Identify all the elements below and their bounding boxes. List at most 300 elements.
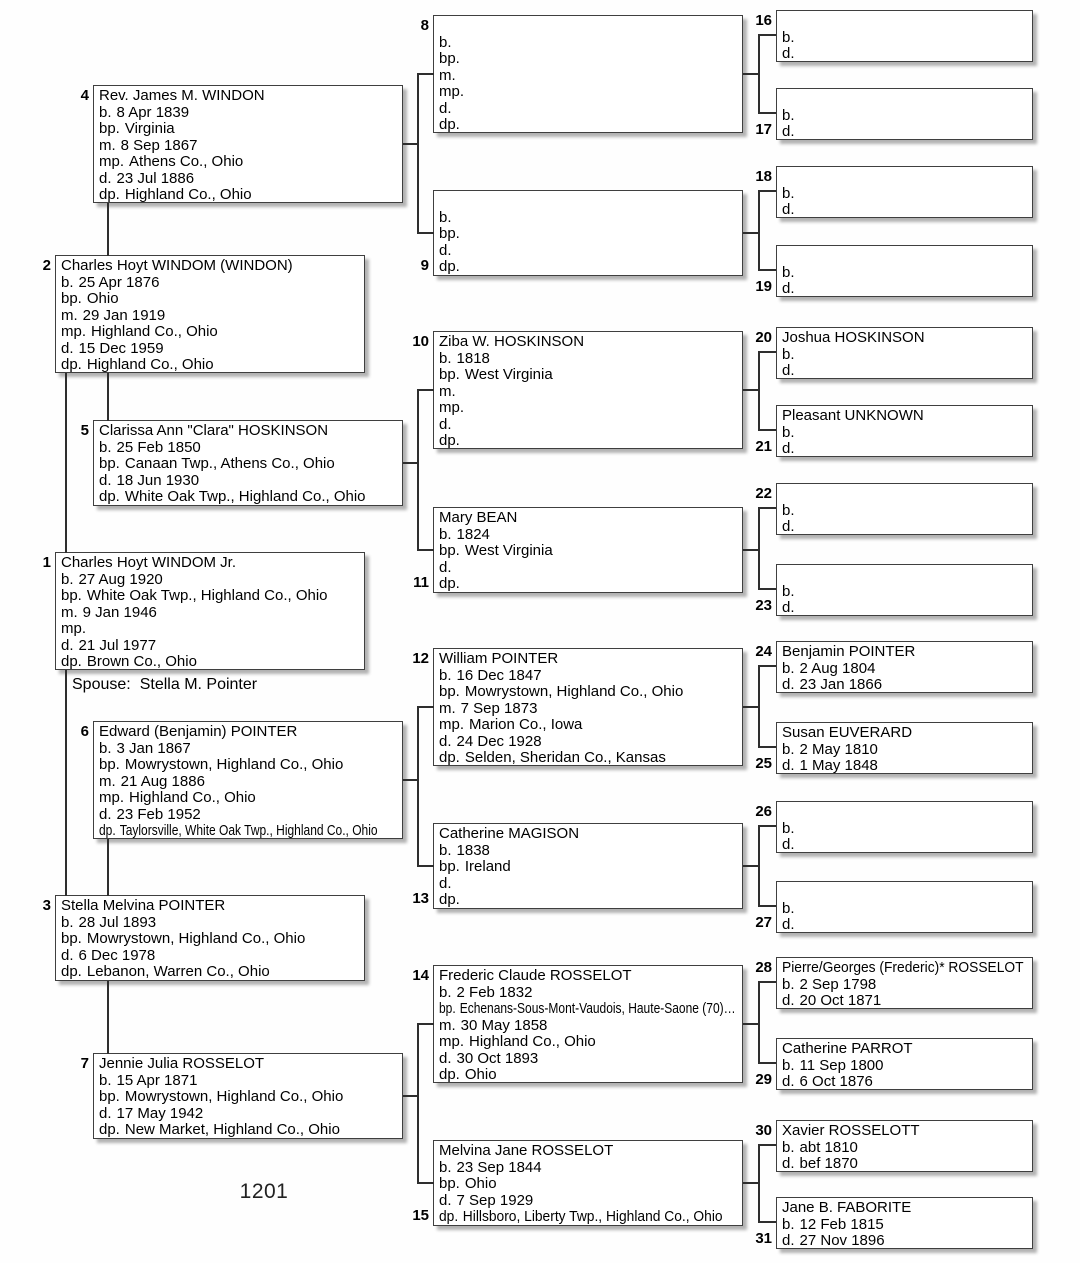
field-prefix: d. — [99, 169, 112, 187]
person-box-31 — [776, 1197, 1033, 1249]
person-field — [782, 281, 1032, 297]
person-field — [782, 742, 1032, 759]
person-box-14 — [433, 965, 743, 1083]
field-value: Marion Co., Iowa — [469, 716, 583, 733]
field-value: 20 Oct 1871 — [799, 992, 882, 1009]
person-field — [782, 503, 1032, 520]
person-name: Jane B. FABORITE — [782, 1199, 912, 1216]
person-box-23 — [776, 564, 1033, 616]
field-prefix: d. — [782, 518, 795, 535]
person-field — [99, 807, 402, 824]
spouse-name: Stella M. Pointer — [139, 676, 258, 693]
person-name: Catherine PARROT — [782, 1040, 913, 1057]
connector-line — [403, 779, 418, 781]
field-prefix: d. — [439, 874, 452, 892]
connector-line — [743, 1023, 759, 1025]
field-prefix: b. — [782, 582, 795, 600]
person-number-8: 8 — [420, 17, 429, 34]
connector-line — [758, 1221, 776, 1223]
field-value: White Oak Twp., Highland Co., Ohio — [124, 488, 366, 505]
connector-line — [743, 73, 759, 75]
field-value: 2 Feb 1832 — [456, 983, 533, 1001]
person-name: Catherine MAGISON — [439, 825, 580, 842]
field-prefix: b. — [61, 913, 74, 931]
field-value: Highland Co., Ohio — [86, 356, 214, 373]
field-prefix: b. — [439, 666, 452, 684]
field-prefix: b. — [439, 1158, 452, 1176]
person-name — [782, 91, 1032, 108]
person-field — [439, 1000, 736, 1018]
connector-line — [107, 839, 109, 896]
field-prefix: m. — [99, 136, 116, 154]
person-field — [439, 433, 742, 449]
field-prefix: d. — [782, 440, 795, 457]
person-field — [61, 931, 364, 948]
field-value: Ohio — [464, 1175, 497, 1192]
field-value: 21 Jul 1977 — [78, 636, 157, 654]
person-field — [782, 441, 1032, 457]
field-prefix: b. — [782, 659, 795, 677]
field-prefix: bp. — [99, 756, 120, 773]
field-value: Highland Co., Ohio — [129, 789, 256, 806]
person-field — [439, 1160, 742, 1177]
field-value: 16 Dec 1847 — [456, 666, 542, 684]
person-field — [782, 758, 1032, 774]
field-prefix: b. — [782, 345, 795, 363]
field-value: 30 Oct 1893 — [456, 1049, 539, 1067]
field-value: 15 Apr 1871 — [116, 1071, 198, 1089]
connector-line — [417, 389, 434, 391]
person-field — [99, 1106, 402, 1123]
connector-line — [417, 73, 434, 75]
field-prefix: b. — [782, 1056, 795, 1074]
person-name — [439, 193, 742, 210]
person-field — [782, 265, 1032, 282]
field-value: 15 Dec 1959 — [78, 339, 164, 357]
person-number-21: 21 — [755, 438, 772, 455]
field-prefix: bp. — [61, 930, 82, 947]
field-value: Virginia — [124, 120, 175, 137]
field-value: 8 Apr 1839 — [116, 103, 190, 121]
person-name: Pleasant UNKNOWN — [782, 407, 924, 424]
person-number-20: 20 — [755, 329, 772, 346]
person-field — [782, 821, 1032, 838]
field-prefix: b. — [61, 273, 74, 291]
field-prefix: d. — [782, 280, 795, 297]
field-value: 12 Feb 1815 — [799, 1215, 884, 1233]
field-prefix: d. — [61, 946, 74, 964]
person-name: Susan EUVERARD — [782, 724, 913, 741]
person-name: Rev. James M. WINDON — [99, 87, 265, 104]
field-value: 8 Sep 1867 — [120, 136, 198, 154]
connector-line — [758, 351, 776, 353]
person-number-2: 2 — [42, 257, 51, 274]
connector-line — [743, 706, 759, 708]
person-number-3: 3 — [42, 897, 51, 914]
field-prefix: d. — [99, 805, 112, 823]
person-name — [782, 169, 1032, 186]
person-number-29: 29 — [755, 1071, 772, 1088]
person-field — [439, 84, 742, 101]
connector-line — [758, 665, 760, 748]
person-number-22: 22 — [755, 485, 772, 502]
person-name: Ziba W. HOSKINSON — [439, 333, 585, 350]
field-prefix: bp. — [439, 683, 460, 700]
field-prefix: b. — [782, 975, 795, 993]
person-field — [782, 584, 1032, 601]
connector-line — [758, 981, 776, 983]
person-number-12: 12 — [412, 650, 429, 667]
field-value: 27 Nov 1896 — [799, 1232, 885, 1249]
field-prefix: d. — [782, 1232, 795, 1249]
field-prefix: b. — [782, 899, 795, 917]
person-name — [782, 13, 1032, 30]
person-box-2 — [55, 255, 365, 373]
field-value: 23 Jan 1866 — [799, 676, 883, 693]
person-box-10 — [433, 331, 743, 449]
connector-line — [758, 269, 776, 271]
person-field — [99, 105, 402, 122]
person-field — [99, 790, 402, 807]
person-box-30 — [776, 1120, 1033, 1172]
spouse-label: Spouse: — [72, 676, 131, 693]
person-field — [782, 917, 1032, 933]
person-name: Jennie Julia ROSSELOT — [99, 1055, 265, 1072]
person-field — [61, 621, 364, 638]
field-value: Highland Co., Ohio — [124, 186, 252, 203]
person-field — [439, 717, 742, 734]
field-prefix: dp. — [99, 186, 120, 203]
field-prefix: m. — [439, 382, 456, 400]
person-field — [439, 101, 742, 118]
connector-line — [417, 1182, 434, 1184]
field-prefix: b. — [782, 184, 795, 202]
field-prefix: mp. — [61, 323, 87, 340]
field-prefix: b. — [782, 1138, 795, 1156]
person-name: Melvina Jane ROSSELOT — [439, 1142, 614, 1159]
person-field — [782, 124, 1032, 140]
connector-line — [758, 507, 776, 509]
field-prefix: b. — [439, 349, 452, 367]
field-value: 29 Jan 1919 — [82, 306, 166, 324]
person-field — [439, 1067, 742, 1083]
person-name — [782, 567, 1032, 584]
field-value: Mowrystown, Highland Co., Ohio — [124, 1088, 344, 1105]
person-field — [61, 275, 364, 292]
person-box-18 — [776, 166, 1033, 218]
connector-line — [65, 373, 67, 553]
field-value: 2 May 1810 — [799, 740, 878, 758]
person-box-13 — [433, 823, 743, 909]
person-box-15 — [433, 1140, 743, 1226]
field-value: 18 Jun 1930 — [116, 471, 200, 489]
person-field — [782, 1233, 1032, 1249]
person-number-13: 13 — [412, 890, 429, 907]
connector-line — [403, 462, 418, 464]
person-name: Joshua HOSKINSON — [782, 329, 925, 346]
person-name — [782, 884, 1032, 901]
field-prefix: dp. — [99, 1121, 120, 1138]
field-prefix: dp. — [439, 1066, 460, 1083]
field-prefix: b. — [782, 423, 795, 441]
person-field — [782, 186, 1032, 203]
person-box-4 — [93, 85, 403, 203]
person-field — [439, 35, 742, 52]
field-prefix: dp. — [439, 575, 460, 592]
person-field — [439, 417, 742, 434]
person-field — [439, 1208, 723, 1226]
field-value: White Oak Twp., Highland Co., Ohio — [86, 587, 328, 604]
field-value: Taylorsville, White Oak Twp., Highland Co., Ohio — [119, 822, 378, 839]
connector-line — [758, 507, 760, 590]
person-name: Frederic Claude ROSSELOT — [439, 967, 632, 984]
field-value: 28 Jul 1893 — [78, 913, 157, 931]
connector-line — [758, 825, 776, 827]
field-value: 27 Aug 1920 — [78, 570, 163, 588]
person-field — [782, 202, 1032, 218]
person-field — [782, 677, 1032, 693]
field-prefix: b. — [99, 1071, 112, 1089]
field-prefix: mp. — [61, 620, 87, 637]
person-number-26: 26 — [755, 803, 772, 820]
person-field — [99, 774, 402, 791]
connector-line — [403, 1095, 418, 1097]
field-prefix: m. — [61, 306, 78, 324]
person-number-10: 10 — [412, 333, 429, 350]
person-box-21 — [776, 405, 1033, 457]
person-box-20 — [776, 327, 1033, 379]
field-prefix: mp. — [439, 399, 465, 416]
field-prefix: b. — [782, 1215, 795, 1233]
person-field — [439, 1193, 742, 1210]
person-number-5: 5 — [80, 422, 89, 439]
connector-line — [758, 190, 760, 271]
person-field — [99, 757, 402, 774]
person-name — [782, 486, 1032, 503]
connector-line — [107, 373, 109, 421]
field-prefix: bp. — [61, 587, 82, 604]
person-box-24 — [776, 641, 1033, 693]
field-prefix: b. — [61, 570, 74, 588]
person-name: Stella Melvina POINTER — [61, 897, 226, 914]
field-prefix: d. — [782, 916, 795, 933]
person-field — [782, 108, 1032, 125]
person-field — [782, 363, 1032, 379]
field-prefix: d. — [439, 415, 452, 433]
field-prefix: b. — [99, 739, 112, 757]
field-value: 2 Sep 1798 — [799, 975, 877, 993]
field-prefix: d. — [782, 1155, 795, 1172]
person-field — [439, 576, 742, 593]
person-name: Charles Hoyt WINDOM (WINDON) — [61, 257, 293, 274]
connector-line — [107, 203, 109, 256]
field-prefix: bp. — [439, 542, 460, 559]
connector-line — [743, 549, 759, 551]
person-field — [99, 121, 402, 138]
person-number-19: 19 — [755, 278, 772, 295]
field-prefix: dp. — [61, 356, 82, 373]
person-box-1 — [55, 552, 365, 670]
connector-line — [417, 73, 419, 234]
person-field — [782, 1156, 1032, 1172]
person-field — [439, 859, 742, 876]
person-number-16: 16 — [755, 12, 772, 29]
person-field — [439, 527, 742, 544]
person-number-4: 4 — [80, 87, 89, 104]
field-prefix: bp. — [439, 1175, 460, 1192]
field-prefix: d. — [439, 1049, 452, 1067]
person-field — [439, 701, 742, 718]
person-number-15: 15 — [412, 1207, 429, 1224]
connector-line — [758, 429, 776, 431]
person-field — [61, 605, 364, 622]
field-prefix: dp. — [439, 116, 460, 133]
field-value: 23 Feb 1952 — [116, 805, 201, 823]
connector-line — [403, 143, 418, 145]
person-field — [99, 456, 402, 473]
field-prefix: mp. — [439, 83, 465, 100]
person-box-7 — [93, 1053, 403, 1139]
field-prefix: d. — [439, 732, 452, 750]
person-number-6: 6 — [80, 723, 89, 740]
person-name: Clarissa Ann "Clara" HOSKINSON — [99, 422, 329, 439]
field-value: 6 Oct 1876 — [799, 1073, 873, 1090]
connector-line — [417, 1023, 419, 1184]
person-field — [782, 600, 1032, 616]
field-prefix: d. — [782, 836, 795, 853]
field-value: 25 Apr 1876 — [78, 273, 160, 291]
field-value: Hillsboro, Liberty Twp., Highland Co., Ohio — [462, 1208, 723, 1225]
connector-line — [758, 190, 776, 192]
person-field — [782, 1140, 1032, 1157]
field-value: West Virginia — [464, 366, 553, 383]
person-field — [99, 187, 402, 203]
person-number-7: 7 — [80, 1055, 89, 1072]
person-field — [99, 1122, 402, 1139]
person-field — [61, 948, 364, 965]
field-prefix: b. — [439, 208, 452, 226]
field-value: Lebanon, Warren Co., Ohio — [86, 963, 270, 980]
spouse-note — [72, 676, 257, 694]
field-value: 23 Jul 1886 — [116, 169, 195, 187]
connector-line — [758, 825, 760, 907]
person-field — [439, 259, 742, 276]
person-field — [439, 1034, 742, 1051]
person-number-1: 1 — [42, 554, 51, 571]
connector-line — [758, 34, 760, 114]
field-value: Ohio — [464, 1066, 497, 1083]
field-prefix: m. — [99, 772, 116, 790]
person-field — [439, 750, 742, 766]
field-value: Echenans-Sous-Mont-Vaudois, Haute-Saone (70)… — [459, 1000, 736, 1017]
field-prefix: dp. — [439, 258, 460, 275]
field-prefix: b. — [782, 740, 795, 758]
field-value: 7 Sep 1929 — [456, 1191, 534, 1209]
field-prefix: b. — [439, 525, 452, 543]
connector-line — [417, 389, 419, 551]
person-field — [439, 1176, 742, 1193]
field-prefix: d. — [99, 471, 112, 489]
field-prefix: b. — [439, 33, 452, 51]
field-value: 17 May 1942 — [116, 1104, 204, 1122]
field-value: 25 Feb 1850 — [116, 438, 201, 456]
person-field — [61, 357, 364, 373]
person-name: Edward (Benjamin) POINTER — [99, 723, 298, 740]
person-field — [439, 400, 742, 417]
person-field — [99, 822, 378, 839]
field-prefix: b. — [99, 103, 112, 121]
person-field — [439, 843, 742, 860]
field-value: Highland Co., Ohio — [91, 323, 218, 340]
field-value: 2 Aug 1804 — [799, 659, 876, 677]
person-field — [782, 425, 1032, 442]
person-box-6 — [93, 721, 403, 839]
person-field — [439, 384, 742, 401]
connector-line — [758, 351, 760, 431]
connector-line — [743, 865, 759, 867]
field-prefix: b. — [782, 263, 795, 281]
person-field — [61, 341, 364, 358]
connector-line — [417, 706, 434, 708]
person-number-24: 24 — [755, 643, 772, 660]
person-number-23: 23 — [755, 597, 772, 614]
person-field — [439, 243, 742, 260]
person-name — [439, 18, 742, 35]
person-number-9: 9 — [420, 257, 429, 274]
person-field — [782, 901, 1032, 918]
field-value: Mowrystown, Highland Co., Ohio — [464, 683, 684, 700]
page-number: 1201 — [239, 1180, 289, 1203]
person-box-22 — [776, 483, 1033, 535]
person-name: William POINTER — [439, 650, 559, 667]
person-field — [439, 734, 742, 751]
connector-line — [758, 665, 776, 667]
person-field — [782, 1058, 1032, 1075]
person-name: Benjamin POINTER — [782, 643, 916, 660]
person-name: Xavier ROSSELOTT — [782, 1122, 920, 1139]
field-prefix: bp. — [61, 290, 82, 307]
connector-line — [758, 34, 776, 36]
connector-line — [743, 232, 759, 234]
person-box-12 — [433, 648, 743, 766]
person-name — [782, 248, 1032, 265]
field-value: Canaan Twp., Athens Co., Ohio — [124, 455, 335, 472]
person-field — [439, 543, 742, 560]
connector-line — [758, 746, 776, 748]
field-prefix: d. — [782, 1073, 795, 1090]
field-value: 7 Sep 1873 — [460, 699, 538, 717]
connector-line — [758, 588, 776, 590]
person-box-25 — [776, 722, 1033, 774]
field-value: 30 May 1858 — [460, 1016, 548, 1034]
field-prefix: bp. — [99, 120, 120, 137]
field-prefix: bp. — [439, 225, 460, 242]
person-field — [61, 588, 364, 605]
person-box-9 — [433, 190, 743, 276]
person-field — [439, 226, 742, 243]
field-prefix: b. — [439, 983, 452, 1001]
person-field — [439, 1051, 742, 1068]
person-name: Pierre/Georges (Frederic)* ROSSELOT — [782, 959, 1024, 976]
field-prefix: d. — [439, 99, 452, 117]
person-field — [439, 684, 742, 701]
person-box-17 — [776, 88, 1033, 140]
person-number-11: 11 — [413, 574, 429, 591]
person-field — [61, 654, 364, 670]
connector-line — [417, 232, 434, 234]
person-number-17: 17 — [755, 121, 772, 138]
person-field — [99, 473, 402, 490]
